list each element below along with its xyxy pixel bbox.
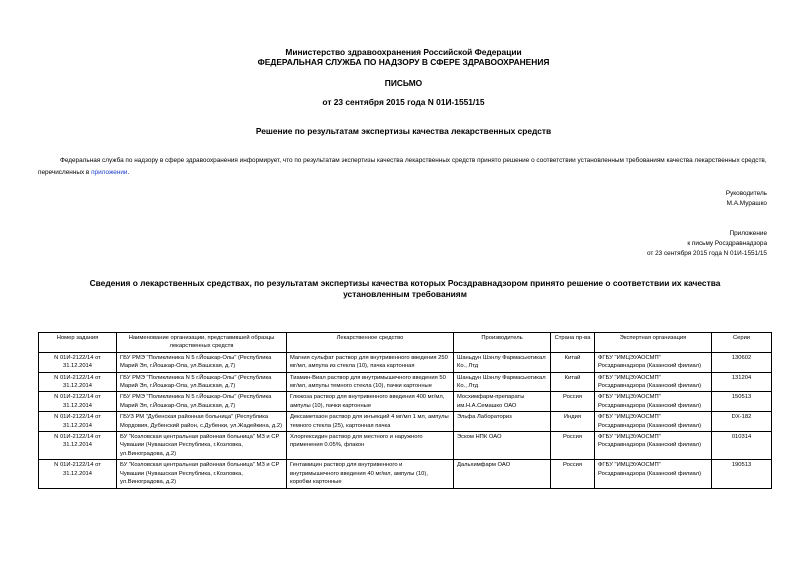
cell-country: Китай	[551, 352, 595, 372]
doc-date: от 23 сентября 2015 года N 01И-1551/15	[322, 97, 485, 107]
cell-drug: Тиамин-Виал раствор для внутримышечного введения 50 мг/мл, ампулы темного стекла (10), пачки картонные	[287, 372, 454, 392]
cell-num: N 01И-2122/14 от 31.12.2014	[39, 432, 117, 460]
table-row	[39, 412, 772, 432]
annex-reference	[647, 229, 767, 259]
cell-expert: ФГБУ "ИМЦЭУАОСМП" Росздравнадзора (Казанский филиал)	[595, 352, 712, 372]
cell-drug: Дексаметазон раствор для инъекций 4 мг/мл 1 мл, ампулы темного стекла (25), картонная пачка	[287, 412, 454, 432]
cell-maker: Шаньдун Шэнлу Фармасьютикал Ко., Лтд	[454, 352, 551, 372]
annex-date: от 23 сентября 2015 года N 01И-1551/15	[646, 250, 767, 257]
table-row	[39, 392, 772, 412]
annex-link[interactable]: приложении	[91, 169, 128, 176]
cell-org: ГБУ РМЭ "Поликлиника N 5 г.Йошкар-Олы" (Республика Марий Эл, г.Йошкар-Ола, ул.Вашская, д.7)	[117, 392, 287, 412]
table-row	[39, 352, 772, 372]
col-header-num: Номер задания	[39, 333, 117, 353]
cell-expert: ФГБУ "ИМЦЭУАОСМП" Росздравнадзора (Казанский филиал)	[595, 412, 712, 432]
cell-org: БУ "Козловская центральная районная больница" МЗ и СР Чувашии (Чувашская Республика, г.Козловка, ул.Виноградова, д.2)	[117, 460, 287, 488]
cell-org: ГБУ РМЭ "Поликлиника N 5 г.Йошкар-Олы" (Республика Марий Эл, г.Йошкар-Ола, ул.Вашская, д.7)	[117, 372, 287, 392]
doc-type: ПИСЬМО	[384, 78, 423, 88]
cell-org: ГБУ РМЭ "Поликлиника N 5 г.Йошкар-Олы" (Республика Марий Эл, г.Йошкар-Ола, ул.Вашская, д.7)	[117, 352, 287, 372]
cell-drug: Гентамицин раствор для внутривенного и внутримышечного введения 40 мг/мл, ампулы (10), коробки картонные	[287, 460, 454, 488]
table-header-row	[39, 333, 772, 353]
cell-country: Россия	[551, 392, 595, 412]
annex-ref: к письму Росздравнадзора	[687, 240, 767, 247]
cell-num: N 01И-2122/14 от 31.12.2014	[39, 412, 117, 432]
col-header-org: Наименование организации, представившей образцы лекарственных средств	[117, 333, 287, 353]
cell-country: Индия	[551, 412, 595, 432]
cell-num: N 01И-2122/14 от 31.12.2014	[39, 460, 117, 488]
drugs-table	[38, 332, 772, 489]
cell-series: 150513	[712, 392, 772, 412]
intro-paragraph	[38, 155, 770, 179]
annex-title: Сведения о лекарственных средствах, по результатам экспертизы качества которых Росздравнадзором принято решение о соответствии их качества установленным требованиям	[89, 278, 721, 299]
cell-series: 130602	[712, 352, 772, 372]
cell-num: N 01И-2122/14 от 31.12.2014	[39, 392, 117, 412]
signature-name: М.А.Мурашко	[726, 200, 767, 207]
cell-maker: Дальхимфарм ОАО	[454, 460, 551, 488]
ministry-name: Министерство здравоохранения Российской Федерации	[285, 47, 522, 57]
cell-expert: ФГБУ "ИМЦЭУАОСМП" Росздравнадзора (Казанский филиал)	[595, 432, 712, 460]
cell-drug: Магния сульфат раствор для внутривенного введения 250 мг/мл, ампула из стекла (10), пачка картонная	[287, 352, 454, 372]
table-row	[39, 460, 772, 488]
table-row	[39, 372, 772, 392]
col-header-maker: Производитель	[454, 333, 551, 353]
intro-end: .	[127, 169, 130, 176]
cell-drug: Хлоргексидин раствор для местного и наружного применения 0.05%, флакон	[287, 432, 454, 460]
col-header-country: Страна пр-ва	[551, 333, 595, 353]
col-header-series: Серии	[712, 333, 772, 353]
table-row	[39, 432, 772, 460]
cell-series: 190513	[712, 460, 772, 488]
col-header-expert: Экспертная организация	[595, 333, 712, 353]
cell-country: Россия	[551, 460, 595, 488]
doc-subject: Решение по результатам экспертизы качества лекарственных средств	[255, 126, 552, 136]
cell-country: Китай	[551, 372, 595, 392]
signature-position: Руководитель	[725, 190, 767, 197]
cell-maker: Шаньдун Шэнлу Фармасьютикал Ко., Лтд	[454, 372, 551, 392]
cell-maker: Эском НПК ОАО	[454, 432, 551, 460]
cell-series: 010314	[712, 432, 772, 460]
cell-drug: Глюкоза раствор для внутривенного введения 400 мг/мл, ампулы (10), пачки картонные	[287, 392, 454, 412]
cell-country: Россия	[551, 432, 595, 460]
cell-expert: ФГБУ "ИМЦЭУАОСМП" Росздравнадзора (Казанский филиал)	[595, 460, 712, 488]
cell-series: DX-182	[712, 412, 772, 432]
col-header-drug: Лекарственное средство	[287, 333, 454, 353]
cell-maker: Мосхимфарм-препараты им.Н.А.Семашко ОАО	[454, 392, 551, 412]
cell-org: ГБУЗ РМ "Дубенская районная больница" (Республика Мордовия, Дубенский район, с.Дубенки, ул.Жадейкина, д.2)	[117, 412, 287, 432]
cell-expert: ФГБУ "ИМЦЭУАОСМП" Росздравнадзора (Казанский филиал)	[595, 372, 712, 392]
cell-maker: Эльфа Лабораториз	[454, 412, 551, 432]
annex-label: Приложение	[729, 230, 767, 237]
signature-block	[726, 189, 767, 209]
cell-num: N 01И-2122/14 от 31.12.2014	[39, 352, 117, 372]
cell-series: 131204	[712, 372, 772, 392]
service-name: ФЕДЕРАЛЬНАЯ СЛУЖБА ПО НАДЗОРУ В СФЕРЕ ЗДРАВООХРАНЕНИЯ	[257, 57, 550, 67]
cell-expert: ФГБУ "ИМЦЭУАОСМП" Росздравнадзора (Казанский филиал)	[595, 392, 712, 412]
intro-text: Федеральная служба по надзору в сфере здравоохранения информирует, что по результатам экспертизы качества лекарственных средств принято решение о соответствии установленным требованиям качества лекарственных средств, перечисленных в	[38, 157, 767, 176]
cell-num: N 01И-2122/14 от 31.12.2014	[39, 372, 117, 392]
cell-org: БУ "Козловская центральная районная больница" МЗ и СР Чувашии (Чувашская Республика, г.Козловка, ул.Виноградова, д.2)	[117, 432, 287, 460]
